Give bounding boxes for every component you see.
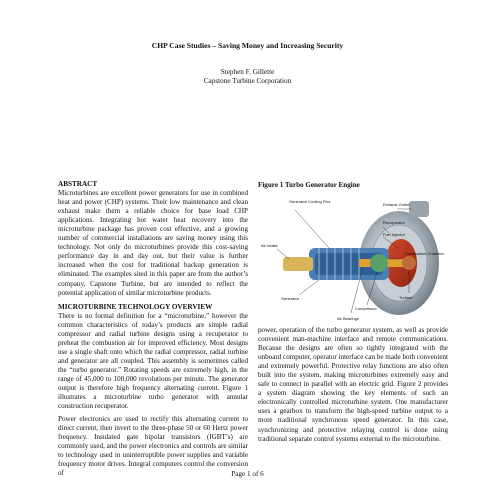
label-cooling-fins: Generator Cooling Fins <box>289 199 331 204</box>
label-recuperator: Recuperator <box>383 220 406 225</box>
overview-paragraph-1: There is no formal definition for a “microturbine,” however the common characteristics of today’s products are simple radial compressor and radial turbine designs using a recuperator to preheat the combustion air for improved efficiency. Most designs use a single shaft onto which the radial compressor, radial turbine and generator are all coupled. This assembly is sometimes called the “turbo generator.” Rotating speeds are extremely high, in the range of 45,000 to 100,000 revolutions per minute. The generator output is therefore high frequency alternating current. Figure 1 illustrates a microturbine turbo generator with annular construction recuperator. <box>58 311 248 411</box>
label-air-intake: Air Intake <box>261 243 278 248</box>
exhaust-outlet-shape <box>409 201 429 217</box>
abstract-heading: ABSTRACT <box>58 180 98 188</box>
right-column <box>258 326 448 448</box>
author-affiliation: Capstone Turbine Corporation <box>203 77 292 85</box>
label-compressor: Compressor <box>355 306 377 311</box>
author-block <box>0 68 495 86</box>
right-column-text: power, operation of the turbo generator system, as well as provide convenient man-machine interface and remote communications. Because the designs are often so tightly integrated with the onboard computer, operator interface can be made both convenient and extremely powerful. Protective relay functions are also often built into the system, making microturbines extremely easy and safe to connect in parallel with an electric grid. Figure 2 provides a system diagram showing the key elements of such an electronically controlled microturbine system. One manufacturer uses a gearbox to transform the high-speed turbine output to a more traditional synchronous speed generator. In this case, synchronizing and protective relaying control is done using traditional separate control systems external to the microturbine. <box>258 326 448 443</box>
figure-caption: Figure 1 Turbo Generator Engine <box>258 181 360 189</box>
label-fuel-injector: Fuel Injector <box>383 232 406 237</box>
compressor-shape <box>370 254 388 272</box>
turbo-generator-figure <box>259 193 445 325</box>
label-air-bearings: Air Bearings <box>337 316 359 321</box>
label-exhaust: Exhaust Outlet <box>383 202 410 207</box>
abstract-text: Microturbines are excellent power generators for use in combined heat and power (CHP) systems. Their low maintenance and clean exhaust make them a reliable choice for base load CHP applications. Integrating hot water heat recovery into the microturbine package has proven cost effective, and a growing number of commercial installations are saving money using this technology. Not only do microturbines provide this cost-saving performance day in and day out, but their value is further increased when the cost for traditional backup generation is eliminated. The examples sited in this paper are from the author’s company, Capstone Turbine, but are intended to reflect the potential application of similar microturbine products. <box>58 189 248 297</box>
turbine-shape <box>402 256 416 270</box>
label-generator: Generator <box>281 296 300 301</box>
air-intake-shape <box>283 257 313 271</box>
paper-title: CHP Case Studies – Saving Money and Increasing Security <box>151 41 344 50</box>
author-name: Stephen F. Gillette <box>220 68 275 76</box>
page-number: Page 1 of 6 <box>231 470 264 478</box>
overview-heading: MICROTURBINE TECHNOLOGY OVERVIEW <box>58 302 213 311</box>
label-combustion: Combustion Chamber <box>405 251 444 256</box>
left-column <box>58 180 248 483</box>
overview-paragraph-2: Power electronics are used to rectify this alternating current to direct current, then invert to the three-phase 50 or 60 Hertz power frequency. Insulated gate bipolar transistors (IGBT’s) are commonly used, and the power electronics and controls are similar to technology used in uninterruptible power supplies and variable frequency motor drives. Integral computers control the conversion of <box>58 415 248 478</box>
label-turbine: Turbine <box>399 295 413 300</box>
